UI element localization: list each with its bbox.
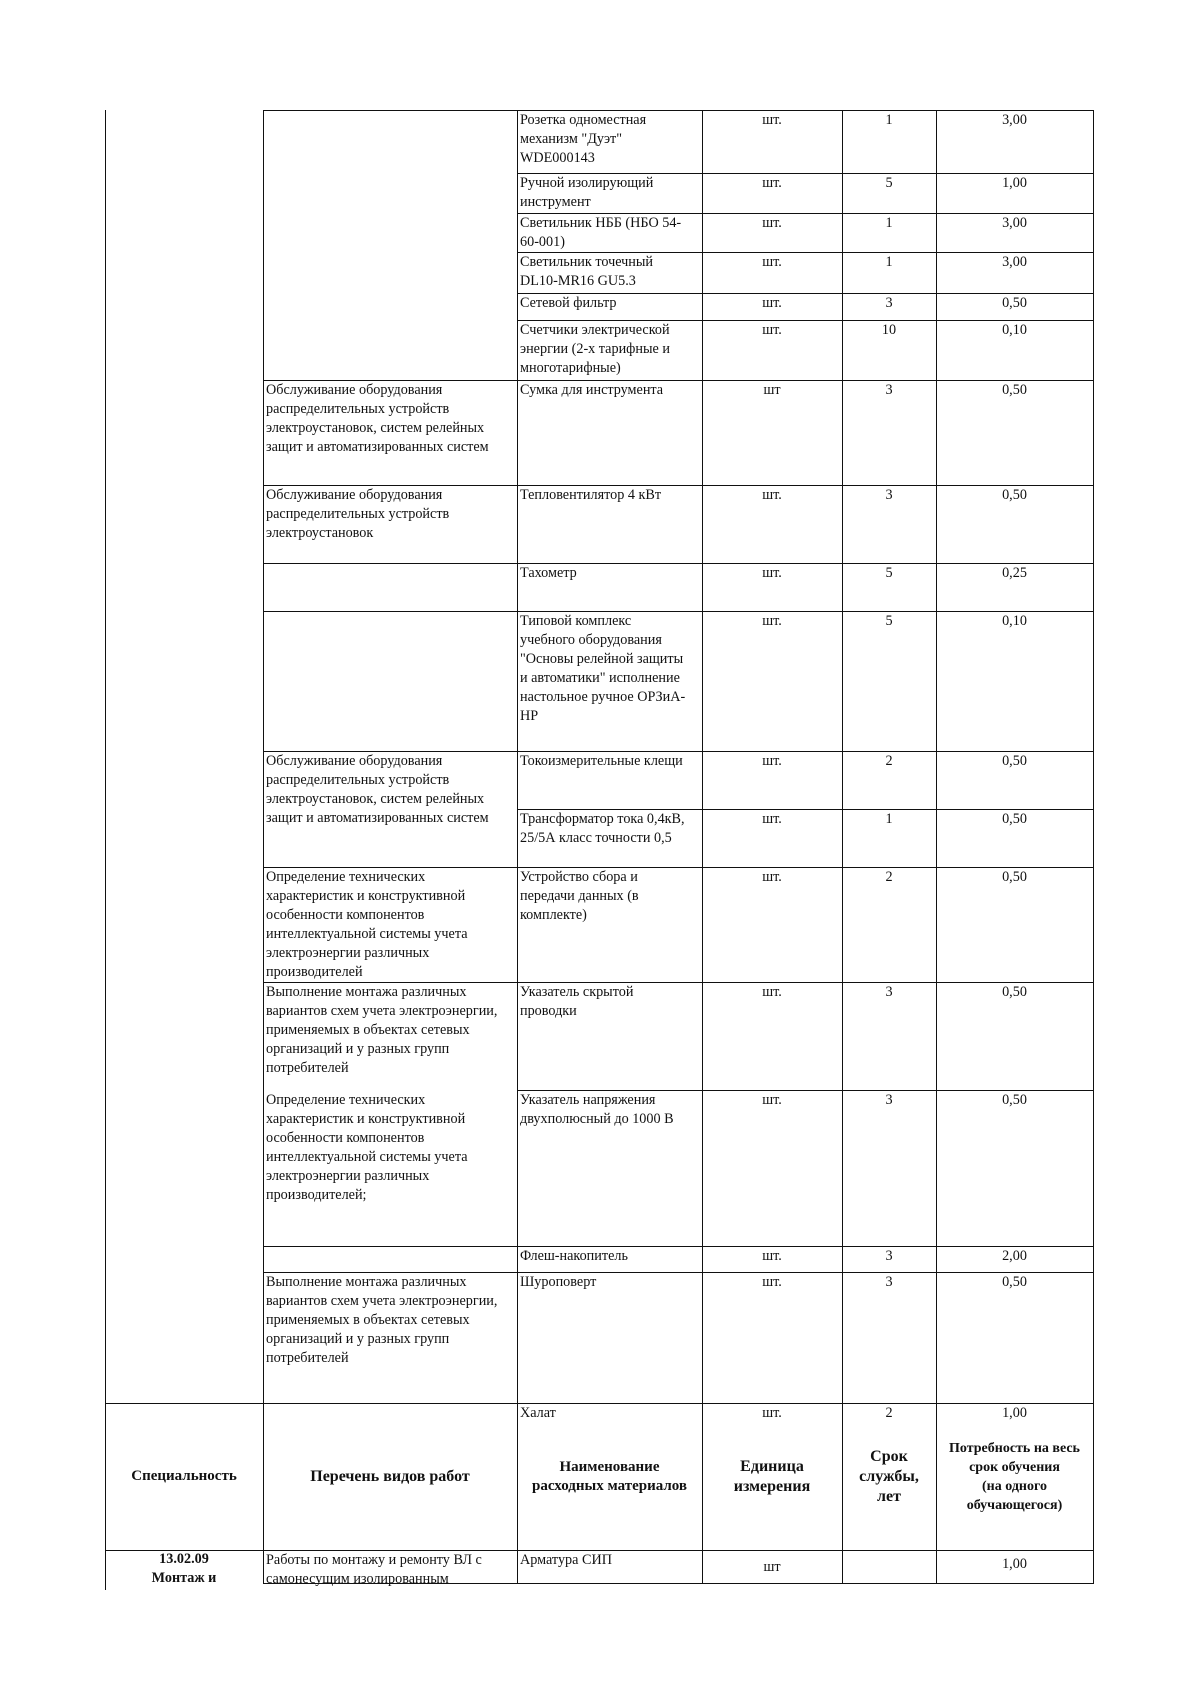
row-line-work-0 (263, 110, 517, 111)
need-cell: 0,50 (1002, 753, 1027, 769)
service-life-cell: 2 (885, 1405, 893, 1421)
work-type-cell: Обслуживание оборудования распределительных устройств электроустановок, систем релейных защит и автоматизированных систем (266, 382, 489, 455)
unit-cell: шт. (762, 1092, 782, 1108)
material-name-cell: Светильник НББ (НБО 54- 60-001) (520, 215, 682, 250)
material-name-cell: Сумка для инструмента (520, 382, 664, 398)
service-life-cell: 2 (885, 753, 893, 769)
specialty-code-cell: 13.02.09 Монтаж и (151, 1551, 217, 1586)
need-cell: 1,00 (1002, 1405, 1027, 1421)
need-cell: 0,50 (1002, 869, 1027, 885)
service-life-cell: 1 (885, 811, 893, 827)
material-name-cell: Токоизмерительные клещи (520, 753, 683, 769)
need-cell: 2,00 (1002, 1248, 1027, 1264)
service-life-cell (842, 1550, 936, 1583)
need-cell: 3,00 (1002, 254, 1027, 270)
material-name-cell: Шуроповерт (520, 1274, 597, 1290)
need-cell: 0,50 (1002, 1092, 1027, 1108)
unit-cell: шт. (762, 112, 782, 128)
need-cell: 0,50 (1002, 984, 1027, 1000)
service-life-cell: 3 (885, 984, 893, 1000)
unit-cell: шт. (762, 613, 782, 629)
unit-cell: шт. (762, 175, 782, 191)
need-cell: 0,25 (1002, 565, 1027, 581)
work-type-cell: Обслуживание оборудования распределительных устройств электроустановок (266, 487, 450, 541)
material-name-cell: Ручной изолирующий инструмент (520, 175, 654, 210)
unit-cell: шт. (762, 322, 782, 338)
need-cell: 3,00 (1002, 215, 1027, 231)
work-type-cell: Определение технических характеристик и конструктивной особенности компонентов интеллектуальной системы учета электроэнергии различных производителей; (266, 1092, 468, 1203)
service-life-cell: 1 (885, 215, 893, 231)
need-cell: 0,50 (1002, 1274, 1027, 1290)
material-name-cell: Трансформатор тока 0,4кВ, 25/5А класс точности 0,5 (520, 811, 685, 846)
work-type-cell: Обслуживание оборудования распределительных устройств электроустановок, систем релейных защит и автоматизированных систем (266, 753, 489, 826)
header-unit: Единица измерения (733, 1457, 811, 1495)
material-name-cell: Сетевой фильтр (520, 295, 617, 311)
unit-cell: шт. (762, 1248, 782, 1264)
unit-cell: шт. (762, 295, 782, 311)
service-life-cell: 10 (881, 322, 897, 338)
unit-cell: шт (763, 382, 781, 398)
col-line-specialty-left (105, 110, 106, 1590)
service-life-cell: 3 (885, 1092, 893, 1108)
service-life-cell: 1 (885, 112, 893, 128)
need-cell: 1,00 (1002, 1556, 1027, 1572)
need-cell: 1,00 (1002, 175, 1027, 191)
need-cell: 0,10 (1002, 322, 1027, 338)
service-life-cell: 3 (885, 382, 893, 398)
header-specialty: Специальность (131, 1468, 237, 1484)
material-name-cell: Арматура СИП (520, 1552, 612, 1568)
service-life-cell: 3 (885, 487, 893, 503)
service-life-cell: 5 (885, 613, 893, 629)
need-cell: 3,00 (1002, 112, 1027, 128)
row-line-work-9 (263, 611, 517, 612)
row-line-work-15 (263, 1246, 517, 1247)
header-work-types: Перечень видов работ (310, 1467, 470, 1485)
unit-cell: шт. (762, 984, 782, 1000)
need-cell: 0,50 (1002, 295, 1027, 311)
service-life-cell: 3 (885, 1248, 893, 1264)
material-name-cell: Тепловентилятор 4 кВт (520, 487, 662, 503)
header-material-name: Наименование расходных материалов (531, 1458, 687, 1494)
unit-cell: шт. (762, 254, 782, 270)
row-line-work-8 (263, 563, 517, 564)
material-name-cell: Халат (520, 1405, 556, 1421)
service-life-cell: 5 (885, 565, 893, 581)
need-cell: 0,50 (1002, 382, 1027, 398)
unit-cell: шт. (762, 753, 782, 769)
work-type-cell: Определение технических характеристик и конструктивной особенности компонентов интеллектуальной системы учета электроэнергии различных производителей (266, 869, 468, 980)
material-name-cell: Счетчики электрической энергии (2-х тарифные и многотарифные) (520, 322, 670, 376)
material-name-cell: Светильник точечный DL10-MR16 GU5.3 (520, 254, 654, 289)
service-life-cell: 3 (885, 295, 893, 311)
unit-cell: шт. (762, 1405, 782, 1421)
service-life-cell: 3 (885, 1274, 893, 1290)
work-type-cell: Выполнение монтажа различных вариантов схем учета электроэнергии, применяемых в объектах сетевых организаций и у разных групп потребителей (266, 1274, 498, 1366)
unit-cell: шт. (762, 811, 782, 827)
unit-cell: шт. (762, 1274, 782, 1290)
material-name-cell: Розетка одноместная механизм "Дуэт" WDE000143 (520, 112, 647, 166)
need-cell: 0,50 (1002, 811, 1027, 827)
material-name-cell: Указатель напряжения двухполюсный до 1000 В (520, 1092, 674, 1127)
col-line-6 (1093, 110, 1094, 1583)
header-need: Потребность на весь срок обучения (на одного обучающегося) (949, 1440, 1080, 1513)
need-cell: 0,10 (1002, 613, 1027, 629)
work-type-cell: Выполнение монтажа различных вариантов схем учета электроэнергии, применяемых в объектах сетевых организаций и у разных групп потребителей (266, 984, 498, 1076)
work-type-cell: Работы по монтажу и ремонту ВЛ с самонесущим изолированным (266, 1552, 482, 1587)
material-name-cell: Устройство сбора и передачи данных (в комплекте) (520, 869, 639, 923)
header-service-life: Срок службы, лет (859, 1447, 919, 1505)
service-life-cell: 2 (885, 869, 893, 885)
service-life-cell: 1 (885, 254, 893, 270)
unit-cell: шт. (762, 487, 782, 503)
material-name-cell: Тахометр (520, 565, 577, 581)
service-life-cell: 5 (885, 175, 893, 191)
unit-cell: шт (763, 1559, 781, 1575)
unit-cell: шт. (762, 215, 782, 231)
unit-cell: шт. (762, 565, 782, 581)
material-name-cell: Указатель скрытой проводки (520, 984, 634, 1019)
need-cell: 0,50 (1002, 487, 1027, 503)
material-name-cell: Флеш-накопитель (520, 1248, 628, 1264)
material-name-cell: Типовой комплекс учебного оборудования "Основы релейной защиты и автоматики" исполнение настольное ручное ОРЗиА- НР (520, 613, 686, 724)
unit-cell: шт. (762, 869, 782, 885)
